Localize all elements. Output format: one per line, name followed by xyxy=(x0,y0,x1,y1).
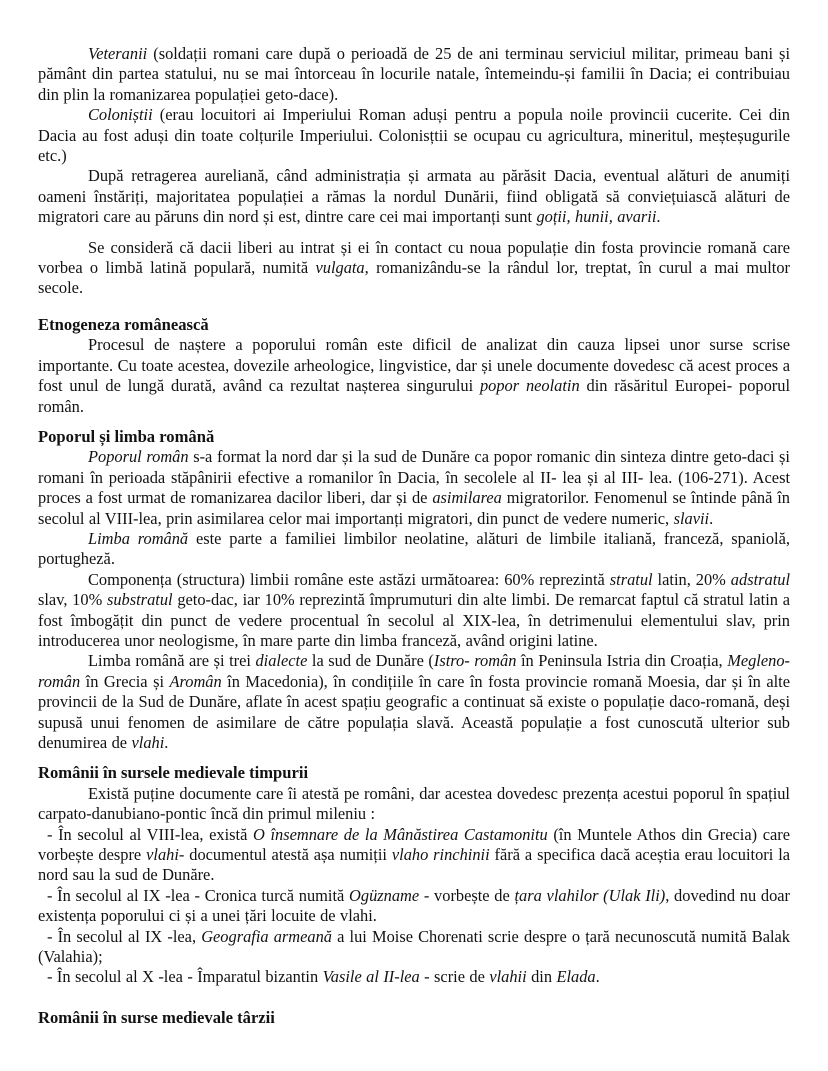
italic-text-run: Poporul român xyxy=(88,447,189,467)
italic-text-run: popor neolatin xyxy=(479,376,580,396)
text-run: După retragerea aureliană, când administrația și armata au părăsit Dacia, eventual alături de anumiți oameni înstăriți, majoritatea populației a rămas la nordul Dunării, fiind obligată să conviețuiască alături de migratori care au păruns din nord și est, dintre care cei mai importanți sunt xyxy=(38,166,790,227)
italic-text-run: vlahi xyxy=(131,733,165,752)
italic-text-run: adstratul xyxy=(730,569,790,589)
italic-text-run: vlahi- xyxy=(146,845,185,865)
section-heading: Poporul și limba română xyxy=(38,426,215,446)
text-run: din xyxy=(526,967,557,987)
italic-text-run: vlaho rinchinii xyxy=(391,845,490,865)
italic-text-run: Istro- român xyxy=(433,651,517,671)
text-run: - vorbește de xyxy=(419,885,515,905)
italic-text-run: Geografia armeană xyxy=(201,926,332,946)
italic-text-run: Elada xyxy=(556,967,596,987)
section-heading: Etnogeneza românească xyxy=(38,314,209,334)
italic-text-run: Ogüzname xyxy=(349,885,420,905)
italic-text-run: substratul xyxy=(106,590,173,610)
paragraph xyxy=(38,166,790,227)
text-run: geto-dac, iar 10% reprezintă împrumuturi din alte limbi. De remarcat faptul că stratul latin a fost îmbogățit din punct de vedere procentual în secolul al XIX-lea, în detrimenului elementului slav, prin introducerea unor neologisme, în mare parte din limba franceză, având origini latine. xyxy=(38,590,790,650)
text-run: în Macedonia), în condițiile în care în fosta provincie romană Moesia, dar și în alte provincii de la Sud de Dunăre, aflate în acest spațiu geografic a continuat să existe o populație daco-romană, deși supusă unui fenomen de asimilare de către populația slavă. Această populație a fost cunoscută ulterior sub denumirea de xyxy=(38,671,790,752)
text-run: - În secolul al VIII-lea, există xyxy=(47,824,254,844)
text-run: Componența (structura) limbii române este astăzi următoarea: 60% reprezintă xyxy=(88,569,610,589)
italic-text-run: dialecte xyxy=(255,651,308,671)
text-run: (erau locuitori ai Imperiului Roman aduși pentru a popula noile provincii cucerite. Cei din Dacia au fost aduși din toate colțurile Imperiului. Colonisțtii se ocupau cu agricultura, mineritul, meșteșugurile etc.) xyxy=(38,105,790,166)
italic-text-run: Vasile al II-lea xyxy=(322,967,420,987)
italic-text-run: Veteranii xyxy=(88,44,148,63)
text-run: documentul atestă așa numiții xyxy=(184,845,392,865)
section-heading: Românii în surse medievale târzii xyxy=(38,1007,275,1027)
text-run: . xyxy=(709,508,714,528)
paragraph xyxy=(38,529,790,570)
text-run: fără a specifica dacă aceștia erau locuitori la nord sau la sud de Dunăre. xyxy=(38,845,791,885)
text-run: . xyxy=(164,733,169,752)
section-heading: Românii în sursele medievale timpurii xyxy=(38,763,309,783)
italic-text-run: stratul xyxy=(609,569,653,589)
italic-text-run: vulgata xyxy=(315,258,365,278)
list-item xyxy=(38,927,790,968)
paragraph xyxy=(38,238,790,299)
text-run: Se consideră că dacii liberi au intrat și ei în contact cu noua populație din fosta provincie romană care vorbea o limbă latină populară, numită xyxy=(38,237,790,278)
text-run: . xyxy=(595,967,600,987)
italic-text-run: Megleno-român xyxy=(38,651,790,691)
paragraph xyxy=(38,44,790,105)
text-run: . xyxy=(656,207,661,227)
list-item xyxy=(38,825,790,886)
list-item xyxy=(38,886,790,927)
text-run: a lui Moise Chorenati scrie despre o țară necunoscută numită Balak (Valahia); xyxy=(38,926,790,967)
text-run: (în Muntele Athos din Grecia) care vorbește despre xyxy=(38,824,790,865)
text-run: migratorilor. Fenomenul se întinde până în secolul al VIII-lea, prin asimilarea celor mai importanți migratori, din punct de vedere numeric, xyxy=(38,488,790,528)
paragraph xyxy=(38,447,790,529)
italic-text-run: goții, hunii, avarii xyxy=(536,207,657,227)
paragraph xyxy=(38,651,790,753)
text-run: Există puține documente care îi atestă pe români, dar acestea dovedesc prezența acestui poporul în spațiul carpato-danubiano-pontic încă din primul mileniu : xyxy=(38,783,790,824)
text-run: - În secolul al IX -lea, xyxy=(47,926,202,946)
italic-text-run: asimilarea xyxy=(432,488,502,508)
text-run: Limba română are și trei xyxy=(88,651,256,671)
text-run: s-a format la nord dar și la sud de Dunăre ca popor romanic din sinteza dintre geto-daci și romani în perioada stăpânirii efective a romanilor în Dacia, în secolele al II- lea și al III- lea. (106-271). Acest proces a fost urmat de romanizarea dacilor liberi, dar și de xyxy=(38,447,790,508)
italic-text-run: vlahii xyxy=(489,967,527,987)
text-run: latin, 20% xyxy=(652,569,731,589)
italic-text-run: O însemnare de la Mânăstirea Castamonitu xyxy=(253,824,548,844)
text-run: la sud de Dunăre ( xyxy=(307,651,434,671)
text-run: , dovedind nu doar existența poporului ci și a unei țări locuite de vlahi. xyxy=(38,885,791,926)
text-run: - În secolul al IX -lea - Cronica turcă numită xyxy=(47,885,350,905)
text-run: în Peninsula Istria din Croația, xyxy=(516,651,728,671)
text-run: slav, 10% xyxy=(38,590,107,610)
text-run: , romanizându-se la rândul lor, treptat, în curul a mai multor secole. xyxy=(38,258,791,298)
text-run: - În secolul al X -lea - Împaratul bizantin xyxy=(47,967,323,987)
text-run: în Grecia și xyxy=(80,671,170,691)
italic-text-run: slavii xyxy=(673,508,710,528)
text-run: - scrie de xyxy=(419,967,490,987)
paragraph xyxy=(38,105,790,166)
paragraph xyxy=(38,784,790,825)
italic-text-run: Limba română xyxy=(88,528,189,548)
list-item xyxy=(38,967,790,987)
text-run: din răsăritul Europei- poporul român. xyxy=(38,376,790,416)
document-content xyxy=(38,44,790,1028)
paragraph xyxy=(38,570,790,652)
italic-text-run: țara vlahilor (Ulak Ili) xyxy=(514,885,666,905)
text-run: Procesul de naștere a poporului român este dificil de analizat din cauza lipsei unor surse scrise importante. Cu toate acestea, dovezile arheologice, lingvistice, dar și unele documente dovedesc că acest proces a fost unul de lungă durată, având ca rezultat nașterea singurului xyxy=(38,335,790,396)
text-run: este parte a familiei limbilor neolatine, alături de limbile italiană, franceză, spaniolă, portugheză. xyxy=(38,528,790,569)
italic-text-run: Aromân xyxy=(169,671,222,691)
italic-text-run: Coloniștii xyxy=(88,105,153,125)
paragraph xyxy=(38,335,790,417)
text-run: (soldații romani care după o perioadă de 25 de ani terminau serviciul militar, primeau bani și pământ din partea statului, nu se mai întorceau în locurile natale, întemeindu-și familii în Dacia; ei contribuiau din plin la romanizarea populației geto-dace). xyxy=(38,44,790,104)
